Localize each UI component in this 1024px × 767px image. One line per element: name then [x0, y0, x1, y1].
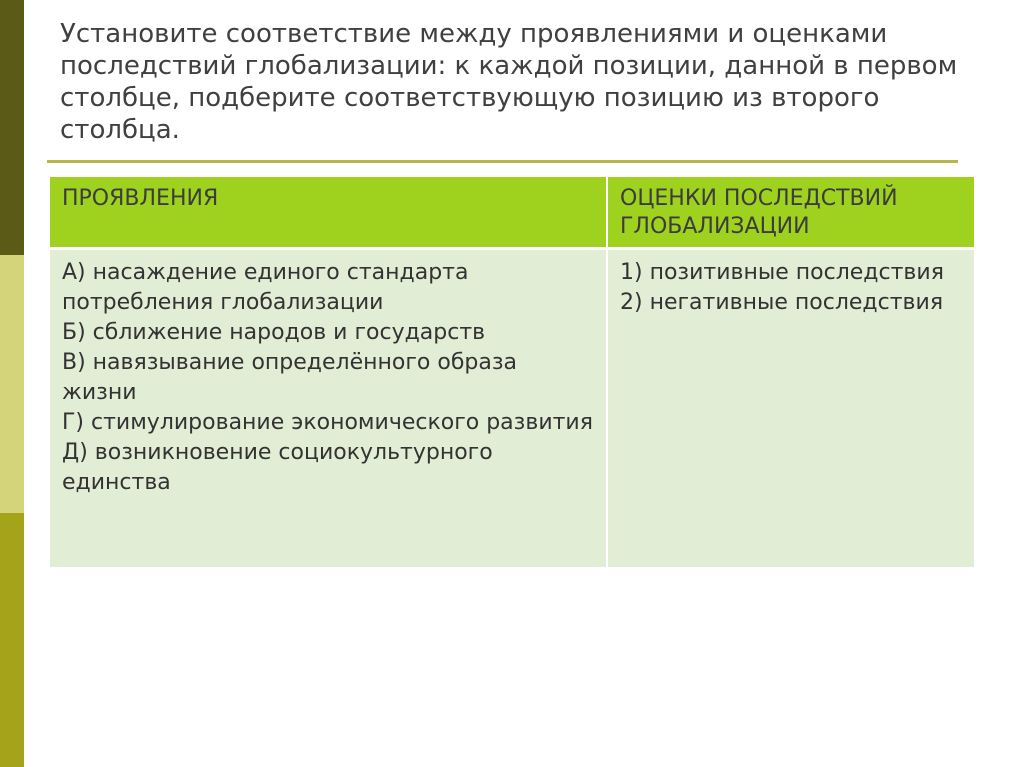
header-manifestations: ПРОЯВЛЕНИЯ — [50, 177, 607, 249]
list-item: В) навязывание определённого образа жизни — [62, 350, 518, 405]
list-item: 2) негативные последствия — [620, 290, 944, 315]
slide-title: Установите соответствие между проявлениями и оценками последствий глобализации: к каждой позиции, данной в первом столбце, подберите соответствующую позицию из второго столбца. — [60, 19, 958, 145]
manifestations-cell — [50, 249, 607, 567]
list-item: А) насаждение единого стандарта потребления глобализации — [62, 260, 469, 315]
sidebar-decoration — [0, 0, 24, 767]
list-item: Б) сближение народов и государств — [62, 320, 486, 345]
list-item: Д) возникновение социокультурного единства — [62, 440, 493, 495]
sidebar-band-dark — [0, 0, 24, 255]
list-item: Г) стимулирование экономического развития — [62, 410, 593, 435]
matching-table — [50, 177, 974, 567]
table-header-row — [50, 177, 974, 249]
list-item: 1) позитивные последствия — [620, 260, 944, 285]
title-divider — [47, 160, 958, 163]
assessments-cell — [607, 249, 974, 567]
sidebar-band-light — [0, 255, 24, 513]
sidebar-band-olive — [0, 513, 24, 767]
table-row — [50, 249, 974, 567]
header-assessments: ОЦЕНКИ ПОСЛЕДСТВИЙ ГЛОБАЛИЗАЦИИ — [607, 177, 974, 249]
